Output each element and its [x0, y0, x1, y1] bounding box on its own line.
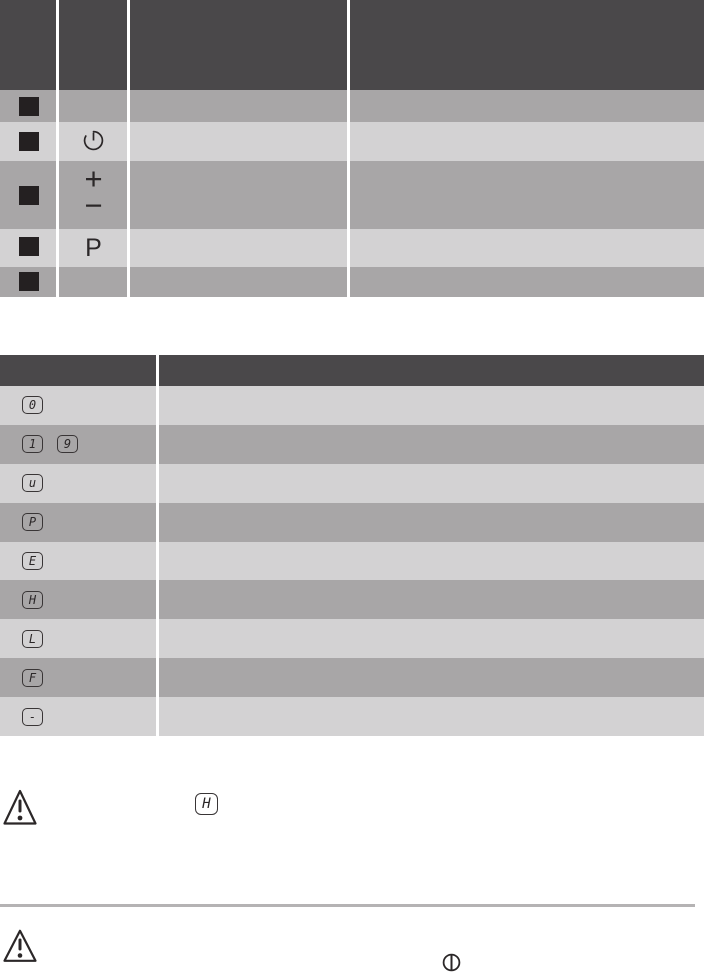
timer-icon [59, 130, 128, 151]
minus-icon: − [84, 188, 103, 223]
plus-icon: + [84, 161, 103, 196]
display-code-box: H [195, 793, 218, 815]
column-divider [156, 355, 159, 736]
table-row [0, 267, 704, 297]
power-icon [442, 953, 461, 977]
callout-marker-square [19, 237, 39, 256]
display-code-box: F [22, 669, 43, 687]
display-code-box: u [22, 474, 43, 492]
power-function-label: P [85, 233, 102, 262]
display-code-box: 0 [22, 396, 43, 414]
control-table-header-row [0, 0, 704, 90]
display-code-box: E [22, 552, 43, 570]
callout-marker-square [19, 186, 39, 205]
callout-marker-square [19, 272, 39, 291]
display-code-box: - [22, 708, 43, 726]
column-divider [127, 0, 130, 297]
control-panel-table [0, 0, 704, 297]
display-code-box: P [22, 513, 43, 531]
warning-triangle-icon [3, 788, 37, 831]
table-row [0, 386, 704, 425]
column-divider [56, 0, 59, 297]
display-code-box: L [22, 630, 43, 648]
table-row [0, 697, 704, 736]
display-code-box: 9 [57, 435, 78, 453]
table-row [0, 464, 704, 503]
table-row [0, 580, 704, 619]
display-code-box: H [22, 591, 43, 609]
display-codes-table [0, 355, 704, 736]
table-row [0, 619, 704, 658]
display-table-header-row [0, 355, 704, 386]
callout-marker-square [19, 132, 39, 151]
callout-marker-square [19, 97, 39, 116]
table-row [0, 90, 704, 122]
table-row [0, 542, 704, 581]
table-row [0, 425, 704, 464]
table-row [0, 503, 704, 542]
display-code-box: 1 [22, 435, 43, 453]
column-divider [347, 0, 350, 297]
warning-triangle-icon [3, 928, 37, 968]
section-divider [0, 904, 695, 907]
table-row [0, 658, 704, 697]
